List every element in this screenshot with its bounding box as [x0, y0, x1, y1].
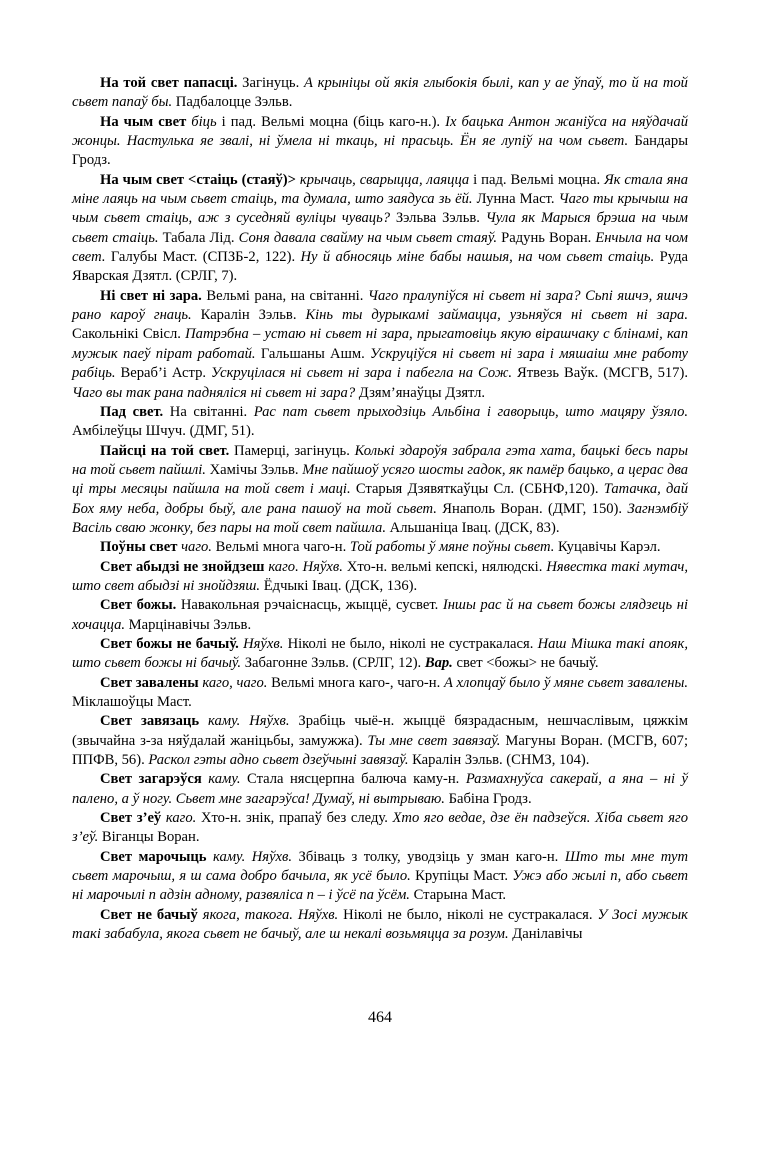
dictionary-entry	[72, 809, 688, 848]
entry-italic-text: каго. Няўхв.	[268, 558, 343, 575]
dictionary-entry	[72, 674, 688, 713]
dictionary-entry	[72, 74, 688, 113]
entry-text: Дзям’янаўцы Дзятл.	[355, 384, 485, 401]
entry-italic-text: Нявестка такі мутач, што свет абыдзі ні знойдзяш.	[72, 558, 688, 594]
entry-italic-text: Енчыла на чом свет.	[72, 229, 688, 266]
dictionary-entry	[72, 906, 688, 945]
entry-headword: Свет завалены	[100, 674, 199, 691]
entry-italic-text: біць	[191, 113, 217, 130]
entry-italic-text: Ускруцілася ні сьвет ні зара і пабегла на Сож.	[210, 365, 513, 382]
dictionary-entry	[72, 848, 688, 906]
entry-italic-text: Кінь ты дурыкамі займацца, узьняўся ні сьвет ні зара.	[305, 307, 689, 324]
entry-italic-text: Ты мне свет завязаў.	[367, 732, 501, 749]
entry-text: Падбалоцце Зэльв.	[172, 94, 293, 111]
entry-italic-text: Патрэбна – устаю ні сьвет ні зара, прыгатовіць якую вірашчаку с блінамі, кап мужык паеў пірат работай.	[72, 326, 689, 362]
entry-headword: Пад свет.	[100, 403, 164, 420]
entry-text: Хто-н. вельмі кепскі, нялюдскі.	[342, 558, 547, 575]
entry-text: Ёдчыкі Івац. (ДСК, 136).	[260, 577, 418, 594]
entry-italic-text: Загнэмбіў Васіль сваю жонку, без пары на той свет пайшла.	[72, 500, 688, 536]
entry-headword: Свет не бачыў	[100, 906, 198, 923]
entry-text: Данілавічы	[508, 926, 583, 943]
entry-italic-text: Чаго вы так рана падняліся ні сьвет ні зара?	[72, 384, 356, 401]
dictionary-entry	[72, 538, 688, 557]
entry-text: Ніколі не было, ніколі не сустракалася.	[338, 906, 598, 923]
entry-italic-text: Ужэ або жылі п, або сьвет ні марочылі п адзін адному, развяліса п – і ўсё па ўсём.	[72, 868, 689, 904]
entry-italic-text: Татачка, дай Бох яму неба, добры быў, але рана пашоў на той сьвет.	[72, 481, 689, 517]
entry-text: Бандары Гродз.	[72, 133, 688, 169]
entry-text: Гальшаны Ашм.	[255, 345, 370, 362]
entry-text: Сакольнікі Свісл.	[72, 326, 186, 343]
entry-headword: Свет загарэўся	[100, 771, 202, 788]
entry-italic-text: Ускруціўся ні сьвет ні зара і мяшаіш мне работу рабіць.	[72, 345, 688, 382]
entry-text: Памерці, загінуць.	[229, 442, 355, 459]
entry-text: Каралін Зэльв.	[191, 307, 306, 324]
entry-text: Хто-н. знік, прапаў без следу.	[196, 810, 393, 827]
entry-text: Ніколі не было, ніколі не сустракалася.	[283, 635, 538, 652]
entry-italic-text: Чула як Марыся брэша на чым сьвет стаіць.	[72, 210, 688, 246]
dictionary-entry	[72, 287, 688, 403]
entry-italic-text: крычаць, сварыцца, лаяцца	[299, 171, 470, 188]
entry-headword: На чым свет <стаіць (стаяў)>	[100, 171, 296, 188]
entry-text: Альшаніца Івац. (ДСК, 83).	[386, 519, 560, 536]
entry-text: свет <божы> не бачыў.	[452, 655, 599, 672]
dictionary-entry	[72, 171, 688, 287]
entry-italic-text: Мне пайшоў усяго шосты гадок, як памёр бацько, а церас два ці тры месяцы пайшла на той свет і маці.	[72, 461, 689, 498]
entry-text: Стала нясцерпна балюча каму-н.	[240, 771, 466, 788]
entry-italic-text: Іншы рас й на сьвет божы глядзець ні хочацца.	[72, 597, 688, 633]
entry-headword: Свет божы не бачыў.	[100, 635, 239, 652]
entry-text: і пад. Вельмі моцна (біць каго-н.).	[216, 113, 446, 130]
entry-italic-text: Ну й абносяць міне бабы нашыя, на чом сьвет стаіць.	[300, 249, 655, 266]
dictionary-entry	[72, 558, 688, 597]
entry-headword: Поўны свет	[100, 539, 178, 556]
entry-text: Лунна Маст.	[472, 191, 559, 208]
entry-text: Віганцы Воран.	[98, 829, 200, 846]
entry-text: Янаполь Воран. (ДМГ, 150).	[436, 500, 628, 517]
dictionary-entry	[72, 113, 688, 171]
entry-italic-text: Рас пат сьвет прыходзіць Альбіна і гаворыць, што мацяру ўзяло.	[253, 403, 689, 420]
entry-italic-text: Як стала яна міне лаяць на чым сьвет стаіць, та думала, што заядуса зь ёй.	[72, 171, 689, 208]
entry-text: Руда Яварская Дзятл. (СРЛГ, 7).	[72, 249, 688, 285]
entry-headword: Свет марочыць	[100, 848, 207, 865]
entry-text: На світанні.	[163, 403, 254, 420]
entry-text: Збіваць з толку, уводзіць у зман каго-н.	[292, 848, 565, 865]
entry-italic-text: А крыніцы ой якія глыбокія былі, кап у ае ўпаў, то й на той сьвет папаў бы.	[72, 75, 688, 111]
entry-italic-text: А хлопцаў было ў мяне сьвет завалены.	[443, 674, 688, 691]
dictionary-entry	[72, 442, 688, 539]
entry-italic-text: каго.	[165, 810, 197, 827]
entry-text: Марцінавічы Зэльв.	[125, 616, 252, 633]
entry-text	[199, 713, 208, 729]
entry-italic-text: Той работы ў мяне поўны сьвет.	[349, 539, 555, 556]
entry-text: Зрабіць чыё-н. жыццё бязрадасным, нешчаслівым, цяжкім (звычайна з-за няўдалай жаніцьбы, замужжа).	[72, 713, 688, 749]
entry-text: Ятвезь Ваўк. (МСГВ, 517).	[512, 365, 688, 382]
entry-italic-text: Што ты мне тут сьвет марочыш, я ш сама добро бачыла, як усё было.	[72, 848, 688, 885]
dictionary-entry	[72, 712, 688, 770]
entry-headword: На той свет папасці.	[100, 75, 238, 91]
entry-text: Загінуць.	[237, 75, 304, 91]
entry-text: Амбілеўцы Шчуч. (ДМГ, 51).	[72, 423, 255, 440]
entry-italic-text: Хто яго ведае, дзе ён падзеўся. Хіба сьвет яго з’еў.	[72, 810, 688, 846]
entry-italic-text: Наш Мішка такі апояк, што сьвет божы ні бачыў.	[72, 635, 689, 672]
entry-text: Зэльва Зэльв.	[390, 210, 486, 227]
entry-italic-text: каму. Няўхв.	[212, 848, 293, 865]
entry-text: Навакольная рэчаіснасць, жыццё, сусвет.	[176, 597, 443, 614]
entry-headword: Свет абыдзі не знойдзеш	[100, 558, 265, 575]
entry-headword: Пайсці на той свет.	[100, 442, 230, 459]
entry-text: Галубы Маст. (СПЗБ-2, 122).	[105, 249, 301, 266]
entry-headword: На чым свет	[100, 113, 187, 130]
entry-headword: Свет завязаць	[100, 713, 200, 730]
entry-text: Бабіна Гродз.	[444, 790, 532, 807]
entry-italic-text: каму. Няўхв.	[208, 713, 290, 730]
entry-italic-text: У Зосі мужык такі забабула, якога сьвет не бачыў, але ш некалі возьмяцца за розум.	[72, 906, 688, 943]
entry-text: Радунь Воран.	[497, 229, 596, 246]
entry-text: Вераб’і Астр.	[115, 365, 211, 382]
dictionary-entries	[72, 74, 688, 944]
entry-italic-text: якога, такога. Няўхв.	[202, 906, 339, 923]
entry-text: Куцавічы Карэл.	[554, 539, 661, 556]
entry-headword: Ні свет ні зара.	[100, 287, 202, 304]
entry-text: Магуны Воран. (МСГВ, 607; ППФВ, 56).	[72, 732, 689, 769]
entry-italic-text: Чаго пралупіўся ні сьвет ні зара? Сьпі яшчэ, яшчэ рано кароў гнаць.	[72, 287, 688, 324]
entry-text: Старыя Дзявяткаўцы Сл. (СБНФ,120).	[350, 481, 604, 498]
entry-headword: Свет з’еў	[100, 810, 162, 827]
entry-text: Забагонне Зэльв. (СРЛГ, 12).	[241, 655, 425, 672]
entry-italic-text: Іх бацька Антон жаніўса на няўдачай жонцы. Настулька яе звалі, ні ўмела ні ткаць, ні прасьць. Ён яе лупіў на чом сьвет.	[72, 113, 688, 150]
entry-italic-text: Соня давала свайму на чым сьвет стаяў.	[238, 229, 498, 246]
entry-italic-text: каму.	[208, 771, 241, 788]
dictionary-entry	[72, 770, 688, 809]
entry-italic-text: Размахнуўса сакерай, а яна – ні ў палено, а ў ногу. Сьвет мне загарэўса! Думаў, ні вытрываю.	[72, 771, 688, 807]
dictionary-entry	[72, 596, 688, 635]
variant-label: Вар.	[424, 655, 453, 672]
entry-italic-text: Колькі здароўя забрала гэта хата, бацькі бесь пары на той сьвет пайшлі.	[72, 442, 688, 478]
entry-text: Табала Лід.	[158, 229, 239, 246]
entry-headword: Свет божы.	[100, 597, 177, 614]
entry-text: Вельмі многа каго-, чаго-н.	[267, 674, 444, 691]
dictionary-entry	[72, 635, 688, 674]
page-number: 464	[368, 1009, 392, 1026]
entry-text: Міклашоўцы Маст.	[72, 694, 192, 710]
entry-italic-text: Няўхв.	[243, 635, 284, 652]
entry-text: Крупіцы Маст.	[410, 868, 513, 885]
dictionary-entry	[72, 403, 688, 442]
entry-text: Каралін Зэльв. (СНМЗ, 104).	[408, 752, 590, 769]
entry-text: Вельмі многа чаго-н.	[211, 539, 350, 556]
entry-text: і пад. Вельмі моцна.	[469, 171, 605, 188]
entry-italic-text: Раскол гэты адно сьвет дзеўчыні завязаў.	[148, 752, 409, 769]
entry-text: Вельмі рана, на світанні.	[201, 287, 368, 304]
entry-text: Хамічы Зэльв.	[205, 461, 303, 478]
entry-italic-text: каго, чаго.	[202, 674, 268, 691]
entry-italic-text: чаго.	[181, 539, 212, 556]
entry-italic-text: Чаго ты крычыш на чым сьвет стаіць, аж з суседняй вуліцы чуваць?	[72, 191, 688, 227]
entry-text: Старына Маст.	[409, 887, 507, 904]
